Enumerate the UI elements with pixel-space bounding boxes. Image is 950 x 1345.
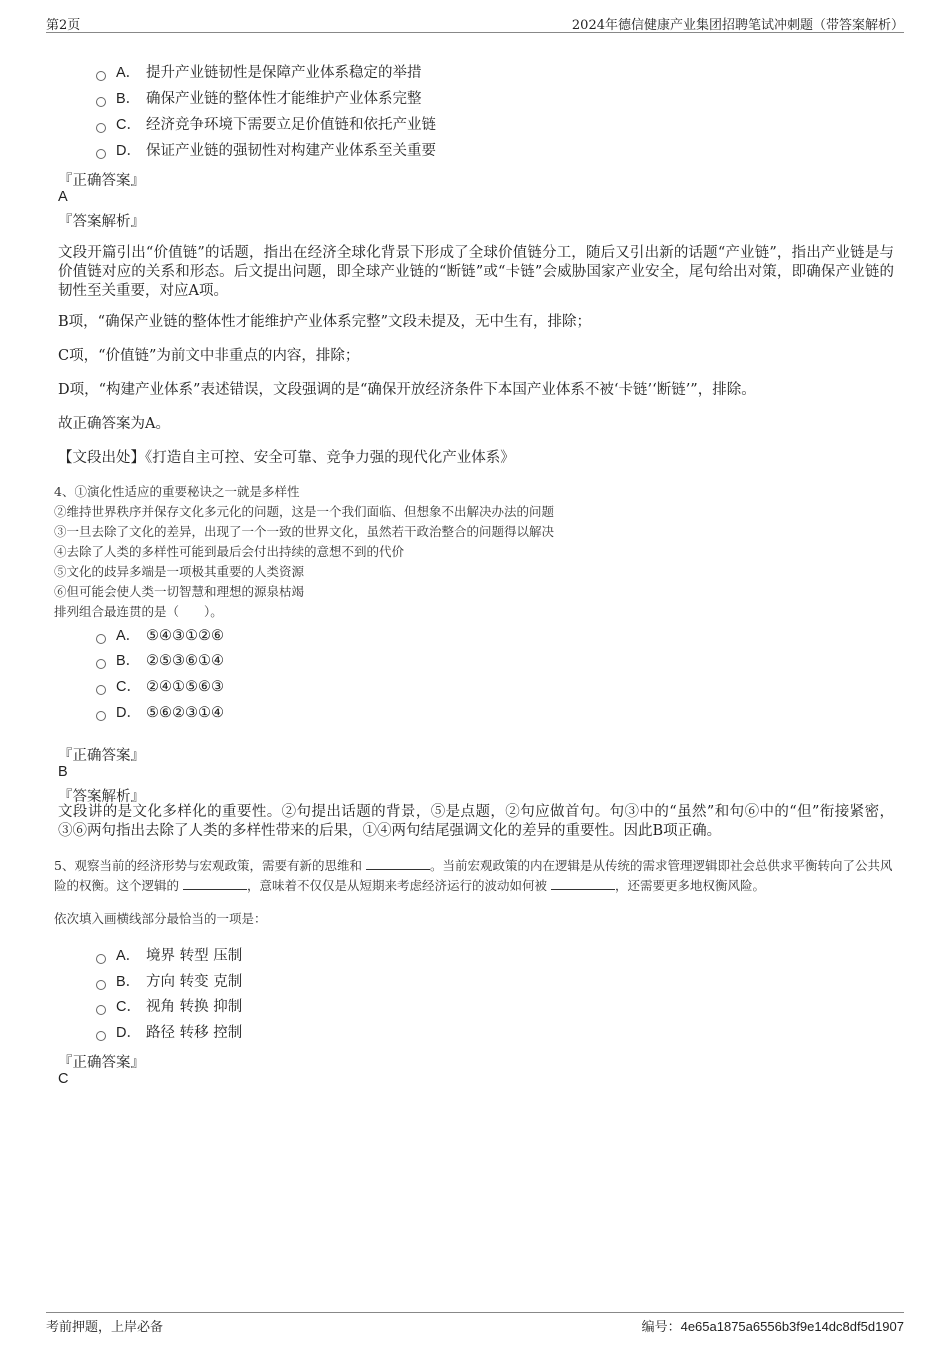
q3-option-c[interactable]: C． 经济竞争环境下需要立足价值链和依托产业链 [96,115,436,135]
fill-blank [366,857,430,870]
radio-icon[interactable] [96,123,106,133]
radio-icon[interactable] [96,659,106,669]
q4-answer-label: 『正确答案』 [58,748,145,764]
q4-option-c[interactable]: C． ②④①⑤⑥③ [96,677,224,697]
radio-icon[interactable] [96,685,106,695]
q3-analysis-b: B项，“确保产业链的整体性才能维护产业体系完整”文段未提及，无中生有，排除； [58,314,591,330]
q5-option-d[interactable]: D． 路径 转移 控制 [96,1023,242,1043]
q3-conclusion: 故正确答案为A。 [58,416,170,432]
q3-option-d[interactable]: D． 保证产业链的强韧性对构建产业体系至关重要 [96,141,436,161]
document-code: 编号：4e65a1875a6556b3f9e14dc8df5d1907 [641,1319,904,1334]
q5-option-c[interactable]: C． 视角 转换 抑制 [96,997,242,1017]
q4-option-d[interactable]: D． ⑤⑥②③①④ [96,703,224,723]
q4-answer: B [58,764,68,780]
fill-blank [551,877,615,890]
q3-analysis-label: 『答案解析』 [58,214,145,230]
q3-answer: A [58,189,68,205]
q5-option-a[interactable]: A． 境界 转型 压制 [96,946,242,966]
q3-analysis-d: D项，“构建产业体系”表述错误，文段强调的是“确保开放经济条件下本国产业体系不被‘卡链’‘断链’”，排除。 [58,382,756,398]
q4-analysis: 文段讲的是文化多样化的重要性。②句提出话题的背景，⑤是点题，②句应做首句。句③中的“虽然”和句⑥中的“但”衔接紧密，③⑥两句指出去除了人类的多样性带来的后果，①④两句结尾强调文化的差异的重要性。因此B项正确。 [58,804,894,839]
q3-option-b[interactable]: B． 确保产业链的整体性才能维护产业体系完整 [96,89,422,109]
page-footer [46,1312,904,1335]
q5-prompt: 依次填入画横线部分最恰当的一项是： [54,911,267,926]
q4-analysis-label: 『答案解析』 [58,789,145,805]
radio-icon[interactable] [96,980,106,990]
page-number: 第2页 [46,18,81,33]
radio-icon[interactable] [96,97,106,107]
radio-icon[interactable] [96,1005,106,1015]
q4-option-a[interactable]: A． ⑤④③①②⑥ [96,626,224,646]
radio-icon[interactable] [96,149,106,159]
q4-question: 排列组合最连贯的是（ ）。 [54,604,223,619]
q3-source: 【文段出处】《打造自主可控、安全可靠、竞争力强的现代化产业体系》 [58,450,515,466]
q3-option-a[interactable]: A． 提升产业链韧性是保障产业体系稳定的举措 [96,63,422,83]
q5-answer-label: 『正确答案』 [58,1055,145,1071]
q4-line: ⑥但可能会使人类一切智慧和理想的源泉枯竭 [54,584,305,599]
q4-option-b[interactable]: B． ②⑤③⑥①④ [96,651,224,671]
q4-line: ②维持世界秩序并保存文化多元化的问题，这是一个我们面临、但想象不出解决办法的问题 [54,504,555,519]
q3-analysis-c: C项，“价值链”为前文中非重点的内容，排除； [58,348,360,364]
radio-icon[interactable] [96,711,106,721]
q4-line: ⑤文化的歧异多端是一项极其重要的人类资源 [54,564,305,579]
document-title: 2024年德信健康产业集团招聘笔试冲刺题（带答案解析） [571,18,904,33]
radio-icon[interactable] [96,71,106,81]
page-header [46,10,904,33]
radio-icon[interactable] [96,954,106,964]
q3-answer-label: 『正确答案』 [58,173,145,189]
q5-stem: 5、观察当前的经济形势与宏观政策，需要有新的思维和 。当前宏观政策的内在逻辑是从传统的需求管理逻辑即社会总供求平衡转向了公共风险的权衡。这个逻辑的 ，意味着不仅仅是从短期来考虑经济运行的波动如何被 ，还需要更多地权衡风险。 [54,858,893,893]
q3-analysis-paragraph: 文段开篇引出“价值链”的话题，指出在经济全球化背景下形成了全球价值链分工，随后又引出新的话题“产业链”，指出产业链是与价值链对应的关系和形态。后文提出问题，即全球产业链的“断链”或“卡链”会威胁国家产业安全，尾句给出对策，即确保产业链的韧性至关重要，对应A项。 [58,245,894,299]
fill-blank [183,877,247,890]
radio-icon[interactable] [96,1031,106,1041]
q4-stem [54,482,902,622]
radio-icon[interactable] [96,634,106,644]
q4-line: ④去除了人类的多样性可能到最后会付出持续的意想不到的代价 [54,544,405,559]
q5-answer: C [58,1071,69,1087]
q5-option-b[interactable]: B． 方向 转变 克制 [96,972,242,992]
q4-line: ③一旦去除了文化的差异，出现了一个一致的世界文化，虽然若干政治整合的问题得以解决 [54,524,555,539]
footer-slogan: 考前押题，上岸必备 [46,1320,164,1335]
q4-line: 4、①演化性适应的重要秘诀之一就是多样性 [54,484,300,499]
